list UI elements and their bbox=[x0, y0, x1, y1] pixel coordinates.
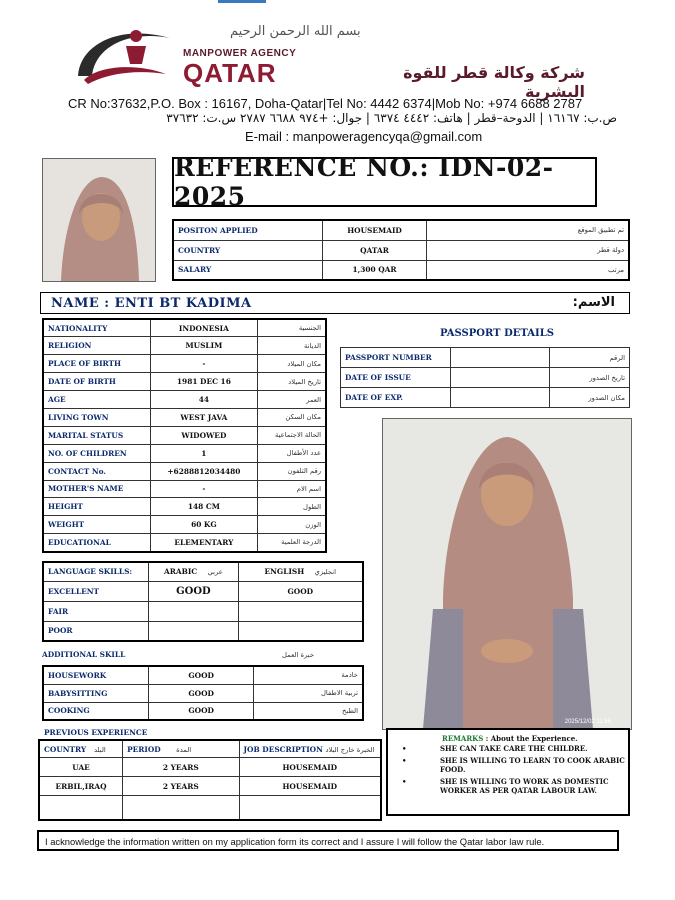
photo-timestamp: 2025/12/02 11:56 bbox=[564, 719, 611, 725]
contact-line-ar: ص.ب: ١٦١٦٧ | الدوحة–قطر | هاتف: ٤٤٤٢ ٦٣٧٤ | جوال: +٩٧٤ ٦٦٨٨ ٢٧٨٧ س.ت: ٣٧٦٣٢ bbox=[166, 111, 617, 125]
applicant-photo-small bbox=[42, 158, 156, 282]
level-label: EXCELLENT bbox=[43, 581, 149, 601]
remarks-box bbox=[386, 728, 630, 816]
job-header-ar: الخبرة خارج البلاد bbox=[325, 745, 375, 754]
country-header-ar: البلد bbox=[93, 745, 106, 754]
position-row bbox=[173, 220, 629, 240]
country-header-label: COUNTRY bbox=[44, 744, 87, 754]
additional-skill-row bbox=[43, 666, 363, 684]
personal-row bbox=[43, 391, 326, 409]
arabic-column-header bbox=[149, 562, 238, 581]
additional-skill-title-ar: خبرة العمل bbox=[282, 651, 315, 659]
experience-job: HOUSEMAID bbox=[239, 758, 381, 777]
field-value: WIDOWED bbox=[150, 426, 257, 444]
field-label: RELIGION bbox=[43, 337, 150, 355]
position-table bbox=[172, 219, 630, 281]
agency-name-line1: MANPOWER AGENCY bbox=[183, 48, 297, 59]
passport-row bbox=[341, 388, 630, 408]
field-label-arabic: الجنسية bbox=[257, 319, 326, 337]
experience-country: UAE bbox=[39, 758, 123, 777]
field-label-arabic: تاريخ الميلاد bbox=[257, 373, 326, 391]
experience-period bbox=[123, 796, 239, 820]
previous-experience-table bbox=[38, 739, 382, 821]
bismillah-text: بسم الله الرحمن الرحيم bbox=[230, 24, 361, 39]
field-label: NATIONALITY bbox=[43, 319, 150, 337]
field-label-arabic: مكان السكن bbox=[257, 408, 326, 426]
language-row bbox=[43, 601, 363, 621]
personal-row bbox=[43, 373, 326, 391]
skill-value: GOOD bbox=[149, 666, 254, 684]
personal-row bbox=[43, 337, 326, 355]
field-label: DATE OF ISSUE bbox=[341, 368, 451, 388]
personal-details-table bbox=[42, 318, 327, 553]
field-label-arabic: مكان الصدور bbox=[550, 388, 630, 408]
experience-period: 2 YEARS bbox=[123, 777, 239, 796]
field-value: - bbox=[150, 355, 257, 373]
field-value: 1981 DEC 16 bbox=[150, 373, 257, 391]
english-level: GOOD bbox=[238, 581, 363, 601]
personal-row bbox=[43, 408, 326, 426]
name-bar bbox=[40, 292, 630, 314]
field-label-arabic: الرقم bbox=[550, 348, 630, 368]
field-label: WEIGHT bbox=[43, 516, 150, 534]
english-level bbox=[238, 601, 363, 621]
remark-item: • SHE CAN TAKE CARE THE CHILDRE. bbox=[402, 744, 588, 753]
personal-row bbox=[43, 516, 326, 534]
arabic-col-label-ar: عربي bbox=[207, 568, 223, 577]
remarks-title-label: REMARKS bbox=[442, 734, 484, 743]
experience-job: HOUSEMAID bbox=[239, 777, 381, 796]
applicant-photo-full bbox=[382, 418, 632, 730]
agency-logo-icon bbox=[70, 24, 180, 86]
arabic-level bbox=[149, 601, 238, 621]
language-skills-label: LANGUAGE SKILLS: bbox=[43, 562, 149, 581]
field-label-arabic: مرتب bbox=[427, 260, 630, 280]
field-value: 60 KG bbox=[150, 516, 257, 534]
passport-row bbox=[341, 368, 630, 388]
passport-table bbox=[340, 347, 630, 408]
period-header-ar: المدة bbox=[176, 745, 192, 754]
skill-label-arabic: الطبخ bbox=[254, 702, 363, 720]
field-label-arabic: تاريخ الصدور bbox=[550, 368, 630, 388]
applicant-name-arabic-label: :الاسم bbox=[572, 295, 615, 310]
position-row bbox=[173, 240, 629, 260]
field-label-arabic: الدرجة العلمية bbox=[257, 534, 326, 552]
skill-value: GOOD bbox=[149, 702, 254, 720]
field-label-arabic: عدد الأطفال bbox=[257, 444, 326, 462]
field-label: DATE OF EXP. bbox=[341, 388, 451, 408]
job-description-header bbox=[239, 740, 381, 758]
field-label: LIVING TOWN bbox=[43, 408, 150, 426]
field-value: HOUSEMAID bbox=[323, 220, 427, 240]
field-label-arabic: اسم الام bbox=[257, 480, 326, 498]
field-value bbox=[450, 348, 549, 368]
skill-label: HOUSEWORK bbox=[43, 666, 149, 684]
job-header-label: JOB DESCRIPTION bbox=[243, 744, 323, 754]
additional-skill-table bbox=[42, 665, 364, 721]
field-label-arabic: العمر bbox=[257, 391, 326, 409]
personal-row bbox=[43, 426, 326, 444]
arabic-level: GOOD bbox=[149, 581, 238, 601]
field-label-arabic: الوزن bbox=[257, 516, 326, 534]
remark-text: SHE IS WILLING TO LEARN TO COOK ARABIC FOOD. bbox=[440, 756, 625, 774]
arabic-level bbox=[149, 621, 238, 641]
language-row bbox=[43, 581, 363, 601]
skill-label-arabic: خادمة bbox=[254, 666, 363, 684]
field-value: MUSLIM bbox=[150, 337, 257, 355]
field-label: PASSPORT NUMBER bbox=[341, 348, 451, 368]
field-value: 1,300 QAR bbox=[323, 260, 427, 280]
field-label-arabic: الطول bbox=[257, 498, 326, 516]
remarks-list bbox=[388, 744, 627, 798]
remark-item: • SHE IS WILLING TO LEARN TO COOK ARABIC FOOD. bbox=[402, 756, 625, 774]
field-value: 1 bbox=[150, 444, 257, 462]
field-value: - bbox=[150, 480, 257, 498]
field-label: CONTACT No. bbox=[43, 462, 150, 480]
experience-job bbox=[239, 796, 381, 820]
english-col-label-ar: انجليزي bbox=[314, 568, 337, 577]
field-label: HEIGHT bbox=[43, 498, 150, 516]
experience-row bbox=[39, 758, 381, 777]
personal-row bbox=[43, 534, 326, 552]
english-level bbox=[238, 621, 363, 641]
personal-row bbox=[43, 355, 326, 373]
experience-header-row bbox=[39, 740, 381, 758]
field-label-arabic: رقم التلفون bbox=[257, 462, 326, 480]
personal-row bbox=[43, 480, 326, 498]
field-label: COUNTRY bbox=[173, 240, 323, 260]
skill-value: GOOD bbox=[149, 684, 254, 702]
field-value bbox=[450, 368, 549, 388]
field-label-arabic: مكان الميلاد bbox=[257, 355, 326, 373]
skill-label: BABYSITTING bbox=[43, 684, 149, 702]
experience-row bbox=[39, 796, 381, 820]
field-label-arabic: تم تطبيق الموقع bbox=[427, 220, 630, 240]
remarks-title-suffix: : About the Experience. bbox=[483, 734, 578, 743]
field-value: WEST JAVA bbox=[150, 408, 257, 426]
remark-item: • SHE IS WILLING TO WORK AS DOMESTIC WORKER AS PER QATAR LABOUR LAW. bbox=[402, 777, 609, 795]
language-row bbox=[43, 621, 363, 641]
remarks-title bbox=[442, 734, 578, 743]
experience-period: 2 YEARS bbox=[123, 758, 239, 777]
experience-country bbox=[39, 796, 123, 820]
language-header-row bbox=[43, 562, 363, 581]
skill-label-arabic: تربية الاطفال bbox=[254, 684, 363, 702]
period-header bbox=[123, 740, 239, 758]
english-col-label: ENGLISH bbox=[264, 567, 305, 577]
field-value: QATAR bbox=[323, 240, 427, 260]
arabic-col-label: ARABIC bbox=[163, 567, 198, 577]
reference-number: REFERENCE NO.: IDN-02-2025 bbox=[172, 157, 597, 207]
country-header bbox=[39, 740, 123, 758]
field-value: 44 bbox=[150, 391, 257, 409]
agency-name-line2: QATAR bbox=[183, 58, 277, 88]
passport-row bbox=[341, 348, 630, 368]
field-value: INDONESIA bbox=[150, 319, 257, 337]
contact-line-en: CR No:37632,P.O. Box : 16167, Doha-Qatar|Tel No: 4442 6374|Mob No: +974 6688 2787 bbox=[68, 96, 583, 111]
personal-row bbox=[43, 319, 326, 337]
field-label: EDUCATIONAL bbox=[43, 534, 150, 552]
language-skills-table bbox=[42, 561, 364, 642]
top-accent-bar bbox=[218, 0, 266, 3]
additional-skill-row bbox=[43, 684, 363, 702]
experience-row bbox=[39, 777, 381, 796]
additional-skill-row bbox=[43, 702, 363, 720]
field-label-arabic: الديانة bbox=[257, 337, 326, 355]
field-value: +6288812034480 bbox=[150, 462, 257, 480]
field-value: ELEMENTARY bbox=[150, 534, 257, 552]
field-label: PLACE OF BIRTH bbox=[43, 355, 150, 373]
field-label: NO. OF CHILDREN bbox=[43, 444, 150, 462]
field-label-arabic: دولة قطر bbox=[427, 240, 630, 260]
skill-label: COOKING bbox=[43, 702, 149, 720]
field-label-arabic: الحالة الاجتماعية bbox=[257, 426, 326, 444]
field-label: DATE OF BIRTH bbox=[43, 373, 150, 391]
personal-row bbox=[43, 498, 326, 516]
passport-details-title: PASSPORT DETAILS bbox=[440, 328, 554, 339]
level-label: POOR bbox=[43, 621, 149, 641]
field-label: AGE bbox=[43, 391, 150, 409]
field-value: 148 CM bbox=[150, 498, 257, 516]
field-label: MARITAL STATUS bbox=[43, 426, 150, 444]
period-header-label: PERIOD bbox=[127, 744, 161, 754]
field-value bbox=[450, 388, 549, 408]
remark-text: SHE CAN TAKE CARE THE CHILDRE. bbox=[440, 744, 588, 753]
experience-country: ERBIL,IRAQ bbox=[39, 777, 123, 796]
english-column-header bbox=[238, 562, 363, 581]
field-label: POSITON APPLIED bbox=[173, 220, 323, 240]
field-label: SALARY bbox=[173, 260, 323, 280]
personal-row bbox=[43, 444, 326, 462]
additional-skill-title: ADDITIONAL SKILL bbox=[42, 650, 126, 659]
acknowledgement-statement: I acknowledge the information written on my application form its correct and I assure I will follow the Qatar labor law rule. bbox=[37, 830, 619, 851]
position-row bbox=[173, 260, 629, 280]
applicant-name: NAME : ENTI BT KADIMA bbox=[51, 296, 252, 311]
field-label: MOTHER'S NAME bbox=[43, 480, 150, 498]
personal-row bbox=[43, 462, 326, 480]
agency-name-arabic: شركة وكالة قطر للقوة البشرية bbox=[403, 63, 585, 101]
level-label: FAIR bbox=[43, 601, 149, 621]
agency-email: E-mail : manpoweragencyqa@gmail.com bbox=[245, 129, 483, 144]
remark-text: SHE IS WILLING TO WORK AS DOMESTIC WORKER AS PER QATAR LABOUR LAW. bbox=[440, 777, 609, 795]
previous-experience-title: PREVIOUS EXPERIENCE bbox=[44, 728, 148, 737]
